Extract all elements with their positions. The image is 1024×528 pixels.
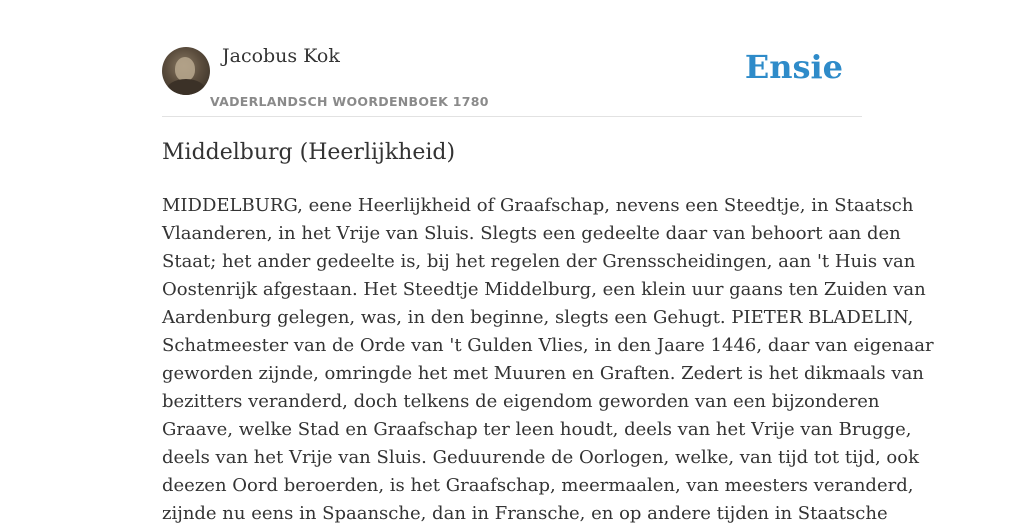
author-name[interactable]: Jacobus Kok [222, 45, 340, 67]
ensie-logo[interactable]: Ensie [744, 48, 843, 86]
avatar-face [175, 57, 195, 81]
body-line: zijnde nu eens in Spaansche, dan in Fransche, en op andere tijden in Staatsche [162, 503, 888, 524]
avatar-shoulders [166, 79, 206, 95]
body-line: bezitters veranderd, doch telkens de eigendom geworden van een bijzonderen [162, 391, 880, 412]
article-card [162, 0, 934, 524]
body-line: Oostenrijk afgestaan. Het Steedtje Middelburg, een klein uur gaans ten Zuiden van [162, 279, 926, 300]
page-title: Middelburg (Heerlijkheid) [162, 140, 456, 165]
body-line: Vlaanderen, in het Vrije van Sluis. Slegts een gedeelte daar van behoort aan den [162, 223, 901, 244]
author-avatar[interactable] [162, 47, 210, 95]
body-line: geworden zijnde, omringde het met Muuren en Graften. Zedert is het dikmaals van [162, 363, 924, 384]
body-line: Schatmeester van de Orde van 't Gulden Vlies, in den Jaare 1446, daar van eigenaar [162, 335, 934, 356]
source-label[interactable]: VADERLANDSCH WOORDENBOEK 1780 [210, 94, 489, 109]
body-line: Graave, welke Stad en Graafschap ter leen houdt, deels van het Vrije van Brugge, [162, 419, 912, 440]
body-line: Aardenburg gelegen, was, in den beginne, slegts een Gehugt. PIETER BLADELIN, [162, 307, 914, 328]
body-line: deels van het Vrije van Sluis. Geduurende de Oorlogen, welke, van tijd tot tijd, ook [162, 447, 919, 468]
body-line: deezen Oord beroerden, is het Graafschap, meermaalen, van meesters veranderd, [162, 475, 914, 496]
article-header [162, 0, 862, 117]
body-line: MIDDELBURG, eene Heerlijkheid of Graafschap, nevens een Steedtje, in Staatsch [162, 195, 914, 216]
article-body [162, 192, 934, 528]
body-line: Staat; het ander gedeelte is, bij het regelen der Grensscheidingen, aan 't Huis van [162, 251, 916, 272]
